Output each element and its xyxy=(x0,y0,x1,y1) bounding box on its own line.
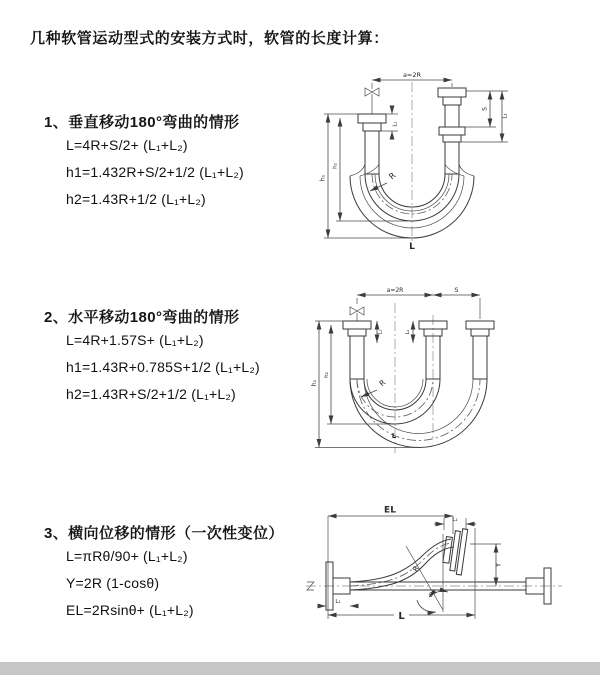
label-s: S xyxy=(481,107,489,111)
angle-theta xyxy=(417,591,448,612)
page-title: 几种软管运动型式的安装方式时，软管的长度计算： xyxy=(30,30,389,47)
section-2-formula-L: L=4R+1.57S+ (L₁+L₂) xyxy=(66,332,204,348)
label-l1-left: L₁ xyxy=(335,599,341,605)
dimension-s xyxy=(465,91,508,127)
section-1-formula-h2: h2=1.43R+1/2 (L₁+L₂) xyxy=(66,191,206,207)
section-3-formula-EL: EL=2Rsinθ+ (L₁+L₂) xyxy=(66,602,194,618)
dimension-a2r xyxy=(357,286,480,319)
right-fitting xyxy=(466,321,494,379)
diagram-vertical-180 xyxy=(312,66,582,258)
section-3-formula-L: L=πRθ/90+ (L₁+L₂) xyxy=(66,548,188,564)
label-h1: h₁ xyxy=(319,174,327,182)
label-a2r: a=2R xyxy=(386,287,404,294)
label-l1-top: L₁ xyxy=(452,517,458,523)
dimension-l1-top xyxy=(434,517,476,530)
label-l: L xyxy=(398,611,405,622)
label-y: Y xyxy=(494,562,503,568)
dimension-el xyxy=(328,506,453,620)
label-h2: h₂ xyxy=(332,163,339,169)
diagram-lateral-displacement xyxy=(298,498,590,646)
section-3-heading: 3、横向位移的情形（一次性变位） xyxy=(44,525,284,542)
radius-construction xyxy=(406,534,443,612)
upper-flange xyxy=(441,527,467,575)
label-l-bottom: L xyxy=(409,242,415,252)
section-1-formula-h1: h1=1.432R+S/2+1/2 (L₁+L₂) xyxy=(66,164,244,180)
label-r: R xyxy=(387,170,398,182)
label-h2: h₂ xyxy=(324,372,330,378)
dimension-l2 xyxy=(459,91,509,142)
label-l-bottom: L xyxy=(391,432,397,440)
label-r: R xyxy=(410,564,422,574)
page-bottom-edge xyxy=(0,662,600,675)
label-theta: θ xyxy=(429,592,433,599)
diagram-horizontal-180 xyxy=(305,283,595,461)
label-r: R xyxy=(377,377,388,389)
hose-u-bends xyxy=(350,379,487,448)
label-el: EL xyxy=(384,505,396,516)
label-l1: L₁ xyxy=(392,121,399,127)
dimension-l1-left xyxy=(319,599,357,606)
right-fitting xyxy=(438,88,466,174)
section-2-formula-h2: h2=1.43R+S/2+1/2 (L₁+L₂) xyxy=(66,386,236,402)
label-s: S xyxy=(454,286,459,294)
section-2-formula-h1: h1=1.43R+0.785S+1/2 (L₁+L₂) xyxy=(66,359,260,375)
section-2-heading: 2、水平移动180°弯曲的情形 xyxy=(44,309,240,326)
label-l2: L₂ xyxy=(405,329,411,335)
valve-icon xyxy=(365,88,379,114)
dimension-h2 xyxy=(324,325,393,424)
section-3-formula-Y: Y=2R (1-cosθ) xyxy=(66,575,160,591)
section-1-formula-L: L=4R+S/2+ (L₁+L₂) xyxy=(66,137,188,153)
dimension-l1 xyxy=(377,321,384,343)
label-h1: h₁ xyxy=(311,379,318,387)
dimension-l2 xyxy=(405,321,413,343)
valve-icon xyxy=(350,307,364,321)
left-fitting xyxy=(358,114,386,174)
label-l2: L₂ xyxy=(502,113,509,119)
left-fitting xyxy=(343,321,371,379)
label-a2r: a=2R xyxy=(402,71,422,79)
section-1-heading: 1、垂直移动180°弯曲的情形 xyxy=(44,114,240,131)
label-l1: L₁ xyxy=(377,329,384,335)
dimension-l-bottom xyxy=(328,528,475,622)
dimension-h2 xyxy=(333,118,409,221)
